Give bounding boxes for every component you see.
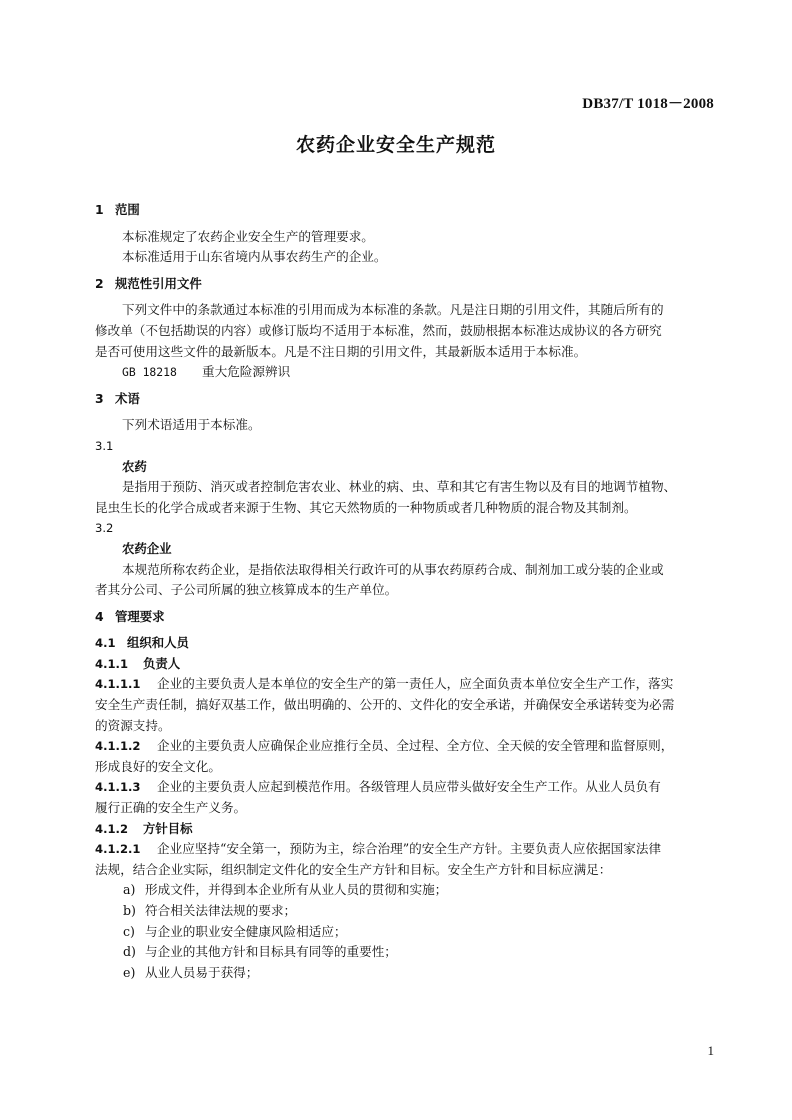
clause-4-1-1-2-line: [95, 736, 720, 757]
section-title: 规范性引用文件: [115, 275, 202, 291]
list-item-text: 形成文件，并得到本企业所有从业人员的贯彻和实施；: [145, 882, 448, 898]
clause-4-1-2-1-line: [95, 839, 720, 860]
list-item-text: 与企业的其他方针和目标具有同等的重要性；: [145, 944, 397, 960]
paragraph-line: 法规，结合企业实际，组织制定文件化的安全生产方针和目标。安全生产方针和目标应满足：: [95, 861, 612, 877]
reference-title: 重大危险源辨识: [202, 364, 291, 380]
clause-text: 企业的主要负责人应确保企业应推行全员、全过程、全方位、全天候的安全管理和监督原则，: [157, 738, 674, 754]
paragraph-line: 形成良好的安全文化。: [95, 758, 221, 774]
section-number: 1: [95, 202, 104, 217]
section-title: 范围: [115, 202, 140, 217]
list-item-text: 与企业的职业安全健康风险相适应；: [145, 923, 347, 939]
list-item-letter: a): [123, 882, 136, 898]
clause-number: 4.1.2.1: [95, 842, 141, 857]
section-heading-4: [95, 607, 720, 628]
clause-text: 企业的主要负责人是本单位的安全生产的第一责任人，应全面负责本单位安全生产工作，落实: [157, 676, 674, 692]
subsection-number: 4.1.2: [95, 821, 129, 836]
page-number: 1: [707, 1043, 714, 1058]
list-item-text: 符合相关法律法规的要求；: [145, 903, 297, 918]
paragraph: 下列术语适用于本标准。: [122, 417, 261, 433]
subsection-number: 4.1.1: [95, 656, 129, 671]
document-title: 农药企业安全生产规范: [295, 134, 496, 156]
term-definition-line: 本规范所称农药企业，是指依法取得相关行政许可的从事农药原药合成、制剂加工或分装的企业或: [122, 561, 664, 577]
clause-number: 4.1.1.2: [95, 739, 141, 754]
section-number: 4: [95, 608, 104, 624]
list-item: [95, 880, 720, 901]
paragraph-line: 安全生产责任制，搞好双基工作，做出明确的、公开的、文件化的安全承诺，并确保安全承诺转变为必需: [95, 697, 675, 713]
clause-number: 4.1.1.1: [95, 677, 141, 692]
clause-text: 企业应坚持“安全第一，预防为主，综合治理”的安全生产方针。主要负责人应依据国家法律: [157, 841, 662, 857]
paragraph-line: 的资源支持。: [95, 717, 171, 733]
list-item-letter: d): [123, 944, 136, 960]
normative-reference: [95, 362, 720, 383]
section-title: 管理要求: [115, 608, 165, 624]
section-heading-3: [95, 389, 720, 410]
reference-code: GB 18218: [122, 365, 177, 380]
paragraph-line: 是否可使用这些文件的最新版本。凡是不注日期的引用文件，其最新版本适用于本标准。: [95, 343, 587, 359]
list-item: [95, 942, 720, 963]
subsection-heading-4-1-1: [95, 654, 720, 675]
subsection-title: 方针目标: [143, 820, 193, 836]
paragraph-line: 修改单（不包括勘误的内容）或修订版均不适用于本标准，然而，鼓励根据本标准达成协议的各方研究: [95, 322, 662, 338]
subsection-heading-4-1: [95, 633, 720, 654]
section-number: 3: [95, 390, 104, 406]
paragraph-line: 下列文件中的条款通过本标准的引用而成为本标准的条款。凡是注日期的引用文件，其随后所有的: [122, 302, 664, 318]
term-definition-line: 是指用于预防、消灭或者控制危害农业、林业的病、虫、草和其它有害生物以及有目的地调节植物、: [122, 479, 677, 495]
paragraph-line: 履行正确的安全生产义务。: [95, 800, 247, 816]
clause-number: 4.1.1.3: [95, 780, 141, 795]
list-item-text: 从业人员易于获得；: [145, 964, 259, 980]
list-item-letter: e): [123, 964, 136, 980]
section-number: 2: [95, 275, 104, 291]
subsection-title: 负责人: [143, 655, 181, 671]
clause-4-1-1-3-line: [95, 777, 720, 798]
clause-text: 企业的主要负责人应起到模范作用。各级管理人员应带头做好安全生产工作。从业人员负有: [157, 779, 661, 795]
list-item: [95, 901, 720, 922]
clause-4-1-1-1-line: [95, 674, 720, 695]
list-item-letter: b): [123, 903, 136, 918]
section-title: 术语: [115, 390, 140, 406]
list-item: [95, 922, 720, 943]
term-number: 3.1: [95, 438, 114, 453]
term-number: 3.2: [95, 521, 114, 536]
subsection-title: 组织和人员: [127, 635, 189, 651]
section-heading-2: [95, 274, 720, 295]
list-item: [95, 963, 720, 984]
standard-code: DB37/T 1018－2008: [582, 96, 714, 112]
list-item-letter: c): [123, 923, 135, 939]
document-body: [95, 200, 720, 983]
term-definition-line: 昆虫生长的化学合成或者来源于生物、其它天然物质的一种物质或者几种物质的混合物及其制剂。: [95, 499, 637, 515]
section-heading-1: [95, 200, 720, 221]
paragraph: 本标准适用于山东省境内从事农药生产的企业。: [122, 249, 387, 265]
term-name: 农药: [122, 458, 147, 474]
paragraph: 本标准规定了农药企业安全生产的管理要求。: [122, 228, 374, 244]
subsection-heading-4-1-2: [95, 819, 720, 840]
term-name: 农药企业: [122, 540, 172, 556]
subsection-number: 4.1: [95, 636, 116, 651]
term-definition-line: 者其分公司、子公司所属的独立核算成本的生产单位。: [95, 582, 398, 598]
